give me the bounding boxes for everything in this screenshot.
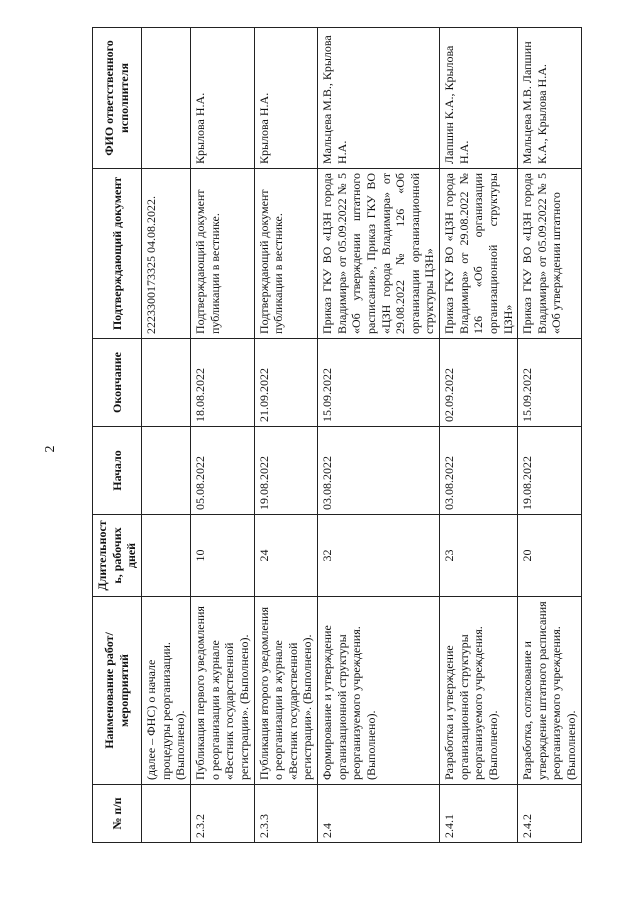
cell-duration: 20 bbox=[518, 515, 582, 597]
cell-person: Крылова Н.А. bbox=[191, 28, 255, 169]
cell-start: 05.08.2022 bbox=[191, 427, 255, 515]
cell-duration: 24 bbox=[254, 515, 318, 597]
header-person: ФИО ответственного исполнителя bbox=[93, 28, 142, 169]
cell-end: 21.09.2022 bbox=[254, 339, 318, 427]
cell-document: Подтверждающий документ публикации в вестнике. bbox=[191, 169, 255, 339]
cell-end: 02.09.2022 bbox=[440, 339, 518, 427]
table-row bbox=[142, 28, 191, 843]
header-end: Окончание bbox=[93, 339, 142, 427]
header-document: Подтверждающий документ bbox=[93, 169, 142, 339]
page-number: 2 bbox=[43, 445, 58, 453]
table-row bbox=[318, 28, 440, 843]
table-row bbox=[191, 28, 255, 843]
table-row bbox=[518, 28, 582, 843]
cell-num: 2.4 bbox=[318, 785, 440, 843]
header-start: Начало bbox=[93, 427, 142, 515]
table-row bbox=[440, 28, 518, 843]
cell-duration: 23 bbox=[440, 515, 518, 597]
cell-name: Публикация первого уведомления о реорганизации в журнале «Вестник государственной регистрации». (Выполнено). bbox=[191, 597, 255, 785]
cell-start: 03.08.2022 bbox=[440, 427, 518, 515]
header-name: Наименование работ/мероприятий bbox=[93, 597, 142, 785]
cell-name: Публикация второго уведомления о реорганизации в журнале «Вестник государственной регистрации». (Выполнено). bbox=[254, 597, 318, 785]
cell-document: Подтверждающий документ публикации в вестнике. bbox=[254, 169, 318, 339]
cell-name: Формирование и утверждение организационной структуры реорганизуемого учреждения. (Выполнено). bbox=[318, 597, 440, 785]
cell-document: Приказ ГКУ ВО «ЦЗН города Владимира» от 29.08.2022 № 126 «Об организации организационной структуры ЦЗН» bbox=[440, 169, 518, 339]
cell-end: 15.09.2022 bbox=[518, 339, 582, 427]
table-header-row bbox=[93, 28, 142, 843]
cell-document: Приказ ГКУ ВО «ЦЗН города Владимира» от 05.09.2022 № 5 «Об утверждении штатного расписания», Приказ ГКУ ВО «ЦЗН города Владимира» от 29.08.2022 № 126 «Об организации организационной структуры ЦЗН» bbox=[318, 169, 440, 339]
cell-person: Мальцева М.В., Крылова Н.А. bbox=[318, 28, 440, 169]
cell-num bbox=[142, 785, 191, 843]
cell-duration: 10 bbox=[191, 515, 255, 597]
header-duration: Длительность, рабочих дней bbox=[93, 515, 142, 597]
cell-end: 15.09.2022 bbox=[318, 339, 440, 427]
cell-start: 19.08.2022 bbox=[518, 427, 582, 515]
cell-duration bbox=[142, 515, 191, 597]
cell-person bbox=[142, 28, 191, 169]
cell-name: Разработка и утверждение организационной структуры реорганизуемого учреждения. (Выполнено). bbox=[440, 597, 518, 785]
cell-document: 2223300173325 04.08.2022. bbox=[142, 169, 191, 339]
work-plan-table bbox=[92, 27, 582, 843]
cell-person: Лапшин К.А., Крылова Н.А. bbox=[440, 28, 518, 169]
cell-person: Крылова Н.А. bbox=[254, 28, 318, 169]
cell-start: 03.08.2022 bbox=[318, 427, 440, 515]
header-num: № п/п bbox=[93, 785, 142, 843]
cell-num: 2.3.3 bbox=[254, 785, 318, 843]
cell-name: Разработка, согласование и утверждение штатного расписания реорганизуемого учреждения. (Выполнено). bbox=[518, 597, 582, 785]
cell-duration: 32 bbox=[318, 515, 440, 597]
cell-name: (далее – ФНС) о начале процедуры реорганизации. (Выполнено). bbox=[142, 597, 191, 785]
cell-num: 2.4.2 bbox=[518, 785, 582, 843]
rotated-table-block bbox=[92, 28, 577, 843]
cell-num: 2.3.2 bbox=[191, 785, 255, 843]
cell-start bbox=[142, 427, 191, 515]
cell-person: Мальцева М.В. Лапшин К.А., Крылова Н.А. bbox=[518, 28, 582, 169]
table-row bbox=[254, 28, 318, 843]
cell-end: 18.08.2022 bbox=[191, 339, 255, 427]
cell-document: Приказ ГКУ ВО «ЦЗН города Владимира» от 05.09.2022 № 5 «Об утверждении штатного bbox=[518, 169, 582, 339]
cell-num: 2.4.1 bbox=[440, 785, 518, 843]
cell-end bbox=[142, 339, 191, 427]
cell-start: 19.08.2022 bbox=[254, 427, 318, 515]
